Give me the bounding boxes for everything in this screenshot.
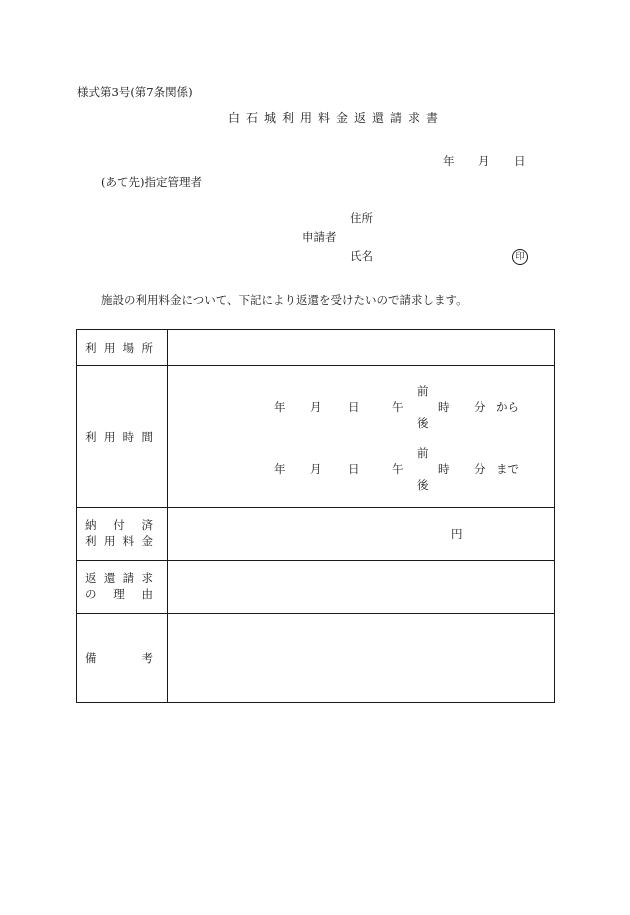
- am-mark: 前: [417, 446, 429, 460]
- seal-icon: 印: [512, 249, 528, 265]
- label-remarks: [85, 650, 153, 666]
- label-cell: [77, 614, 168, 703]
- noon-mark: 午: [392, 462, 404, 476]
- year-unit: 年: [274, 400, 286, 414]
- table-row-remarks: [77, 614, 555, 703]
- noon-mark: 午: [392, 400, 404, 414]
- char: 利: [85, 340, 97, 355]
- remarks-input[interactable]: [168, 614, 555, 703]
- form-table: [76, 329, 555, 703]
- page-title: 白石城利用料金返還請求書: [228, 111, 445, 125]
- applicant-label: 申請者: [302, 230, 337, 244]
- date-month: 月: [478, 154, 490, 168]
- label-time: [85, 429, 153, 445]
- label-reason-line1: [85, 571, 153, 587]
- address-label: 住所: [350, 211, 373, 225]
- reason-input[interactable]: [168, 561, 555, 614]
- time-input[interactable]: [168, 366, 555, 508]
- char: 用: [103, 340, 116, 355]
- char: 求: [141, 571, 153, 586]
- char: 利: [85, 429, 97, 444]
- month-unit: 月: [310, 462, 322, 476]
- fee-input[interactable]: [168, 508, 555, 561]
- char: 金: [141, 534, 153, 548]
- char: 由: [141, 587, 153, 601]
- day-unit: 日: [348, 462, 360, 476]
- table-row-reason: [77, 561, 555, 614]
- hour-unit: 時: [438, 400, 450, 414]
- date-year: 年: [443, 154, 455, 168]
- am-mark: 前: [417, 384, 429, 398]
- label-cell: [77, 366, 168, 508]
- seal-mark: [512, 249, 528, 265]
- char: 備: [85, 651, 97, 665]
- until-suffix: まで: [496, 462, 519, 476]
- pm-mark: 後: [417, 478, 429, 492]
- label-reason-line2: [85, 587, 153, 603]
- minute-unit: 分: [474, 400, 486, 414]
- table-row-fee: [77, 508, 555, 561]
- char: 理: [113, 587, 125, 601]
- day-unit: 日: [348, 400, 360, 414]
- char: 返: [85, 571, 97, 586]
- char: 請: [122, 571, 135, 586]
- table-row-place: [77, 330, 555, 366]
- char: の: [85, 587, 97, 601]
- char: 料: [122, 534, 135, 548]
- label-cell: [77, 508, 168, 561]
- form-number: 様式第3号(第7条関係): [77, 85, 193, 99]
- year-unit: 年: [274, 462, 286, 476]
- char: 済: [141, 518, 153, 533]
- char: 用: [103, 429, 116, 444]
- hour-unit: 時: [438, 462, 450, 476]
- place-input[interactable]: [168, 330, 555, 366]
- month-unit: 月: [310, 400, 322, 414]
- table-row-time: [77, 366, 555, 508]
- label-fee-line1: [85, 518, 153, 534]
- char: 還: [103, 571, 116, 586]
- label-cell: [77, 561, 168, 614]
- char: 付: [113, 518, 125, 533]
- char: 所: [141, 340, 153, 355]
- label-place: [85, 340, 153, 356]
- from-suffix: から: [496, 400, 519, 414]
- name-label: 氏名: [350, 249, 373, 263]
- pm-mark: 後: [417, 416, 429, 430]
- char: 間: [141, 429, 153, 444]
- addressee: (あて先)指定管理者: [101, 175, 202, 189]
- body-text: 施設の利用料金について、下記により返還を受けたいので請求します。: [101, 293, 468, 307]
- char: 時: [122, 429, 135, 444]
- yen-unit: 円: [451, 527, 463, 541]
- char: 利: [85, 534, 97, 548]
- char: 場: [122, 340, 135, 355]
- minute-unit: 分: [474, 462, 486, 476]
- label-cell: [77, 330, 168, 366]
- label-fee-line2: [85, 534, 153, 550]
- char: 考: [141, 651, 153, 665]
- char: 用: [103, 534, 116, 548]
- char: 納: [85, 518, 97, 533]
- date-day: 日: [514, 154, 526, 168]
